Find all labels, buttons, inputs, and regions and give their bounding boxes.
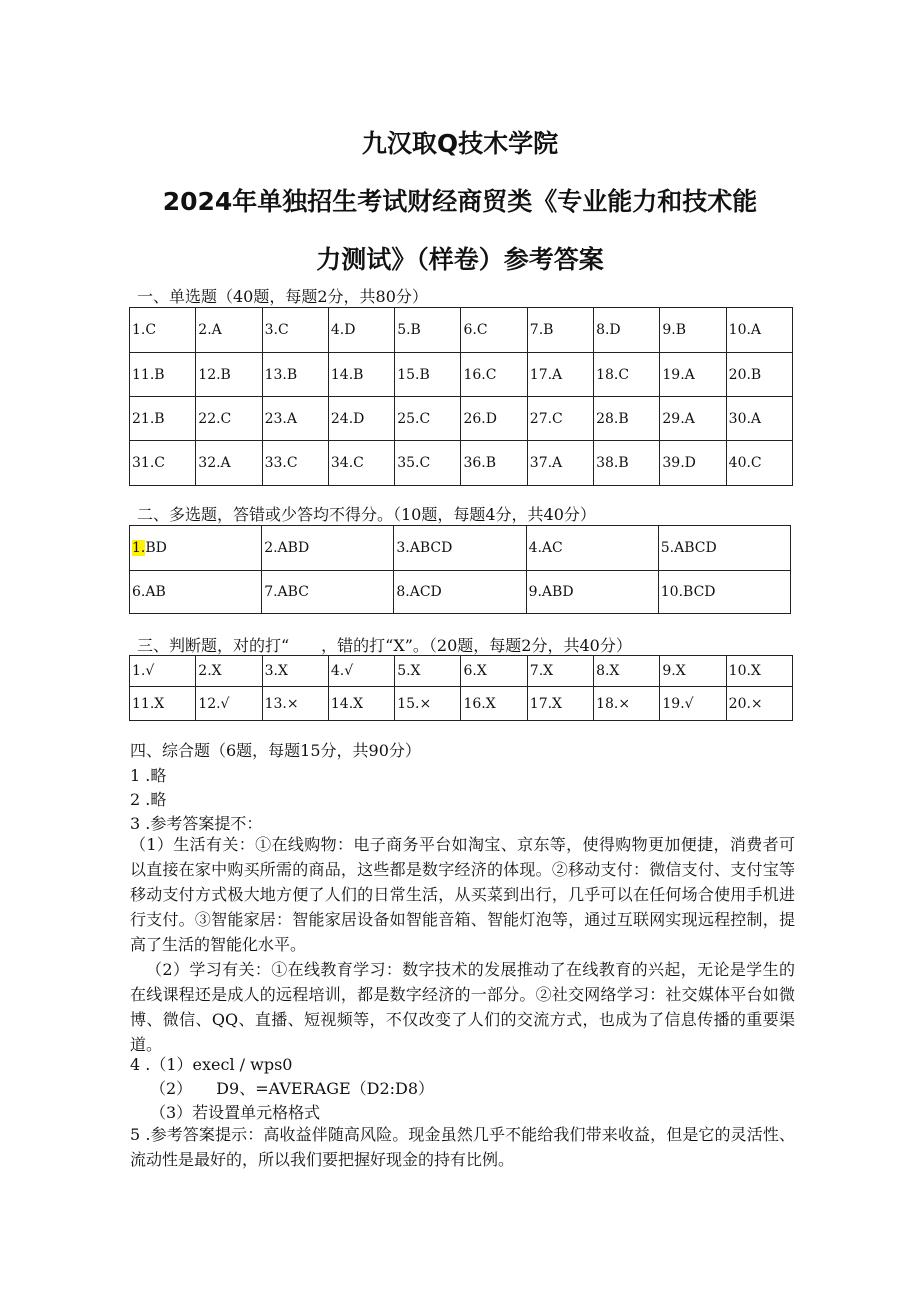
table-cell: 35.C	[395, 441, 461, 486]
table-cell: 8.ACD	[394, 571, 526, 614]
table-cell: 40.C	[726, 441, 792, 486]
table-cell: 8.X	[594, 656, 660, 687]
table-cell: 36.B	[461, 441, 527, 486]
q3-title: 3 .参考答案提不：	[130, 814, 263, 833]
multi-choice-table	[129, 525, 791, 614]
table-cell: 10.X	[726, 656, 792, 687]
table-cell: 10.A	[726, 308, 792, 353]
table-cell: 25.C	[395, 397, 461, 441]
table-cell: 18.×	[594, 687, 660, 721]
table-cell: 19.√	[660, 687, 726, 721]
true-false-table	[129, 655, 793, 721]
table-cell: 14.X	[328, 687, 394, 721]
table-cell: 2.X	[196, 656, 262, 687]
q4-line2: （2） D9、=AVERAGE（D2:D8）	[150, 1079, 435, 1098]
q4-line3: （3）若设置单元格格式	[150, 1103, 321, 1122]
table-cell: 7.X	[527, 656, 593, 687]
table-cell: 6.AB	[130, 571, 262, 614]
single-choice-table	[129, 307, 793, 486]
table-cell: 31.C	[130, 441, 196, 486]
table-cell: 19.A	[660, 353, 726, 397]
table-cell: 18.C	[594, 353, 660, 397]
table-cell: 20.×	[726, 687, 792, 721]
table-cell: 39.D	[660, 441, 726, 486]
table-cell: 27.C	[527, 397, 593, 441]
section4-heading: 四、综合题（6题，每题15分，共90分）	[130, 741, 421, 760]
table-row	[130, 687, 793, 721]
table-cell: 9.ABD	[526, 571, 658, 614]
table-cell: 3.C	[262, 308, 328, 353]
table-cell: 9.X	[660, 656, 726, 687]
exam-title-line1: 2024年单独招生考试财经商贸类《专业能力和技术能	[162, 187, 758, 216]
table-cell: 1.C	[130, 308, 196, 353]
table-cell: 14.B	[328, 353, 394, 397]
table-cell: 4.D	[328, 308, 394, 353]
table-cell: 10.BCD	[658, 571, 790, 614]
q3-paragraph-1	[130, 832, 795, 957]
table-cell: 17.A	[527, 353, 593, 397]
table-cell: 20.B	[726, 353, 792, 397]
table-cell: 28.B	[594, 397, 660, 441]
table-cell: 30.A	[726, 397, 792, 441]
q3-paragraph-2	[130, 957, 795, 1057]
table-cell: 34.C	[328, 441, 394, 486]
table-cell: 12.√	[196, 687, 262, 721]
table-row	[130, 656, 793, 687]
table-cell: 8.D	[594, 308, 660, 353]
table-cell: 1.√	[130, 656, 196, 687]
q4-line1: 4 .（1）execl / wps0	[130, 1055, 293, 1074]
table-cell: 11.X	[130, 687, 196, 721]
table-cell: 6.X	[461, 656, 527, 687]
table-row	[130, 353, 793, 397]
table-cell: 7.B	[527, 308, 593, 353]
paragraph-text: 5 .参考答案提示：高收益伴随高风险。现金虽然几乎不能给我们带来收益，但是它的灵活性、流动性是最好的，所以我们要把握好现金的持有比例。	[130, 1125, 795, 1169]
table-cell: 29.A	[660, 397, 726, 441]
table-cell: 2.A	[196, 308, 262, 353]
table-cell: 9.B	[660, 308, 726, 353]
table-cell: 13.×	[262, 687, 328, 721]
q5-paragraph	[130, 1122, 795, 1172]
table-cell: 16.X	[461, 687, 527, 721]
paragraph-text: （2）学习有关：①在线教育学习：数字技术的发展推动了在线教育的兴起，无论是学生的在线课程还是成人的远程培训，都是数字经济的一部分。②社交网络学习：社交媒体平台如微博、微信、QQ、直播、短视频等，不仅改变了人们的交流方式，也成为了信息传播的重要渠道。	[130, 960, 795, 1054]
exam-title-line2: 力测试》（样卷）参考答案	[316, 245, 604, 274]
section2-heading: 二、多选题，答错或少答均不得分。（10题，每题4分，共40分）	[137, 505, 596, 524]
table-cell: 32.A	[196, 441, 262, 486]
q2-answer: 2 .略	[130, 790, 167, 809]
section1-heading: 一、单选题（40题，每题2分，共80分）	[137, 287, 428, 306]
table-row	[130, 441, 793, 486]
table-cell: 13.B	[262, 353, 328, 397]
table-cell: 16.C	[461, 353, 527, 397]
table-cell: 38.B	[594, 441, 660, 486]
table-cell: 5.ABCD	[658, 526, 790, 571]
table-cell: 12.B	[196, 353, 262, 397]
table-cell: 24.D	[328, 397, 394, 441]
table-cell: 7.ABC	[262, 571, 394, 614]
section3-heading: 三、判断题，对的打“ ，错的打“X”。（20题，每题2分，共40分）	[137, 636, 632, 655]
table-cell: 17.X	[527, 687, 593, 721]
table-cell: 4.AC	[526, 526, 658, 571]
table-cell: 2.ABD	[262, 526, 394, 571]
q1-answer: 1 .略	[130, 766, 167, 785]
table-cell: 21.B	[130, 397, 196, 441]
table-cell: 23.A	[262, 397, 328, 441]
table-cell: 33.C	[262, 441, 328, 486]
table-row	[130, 397, 793, 441]
table-cell: 11.B	[130, 353, 196, 397]
table-cell: 5.B	[395, 308, 461, 353]
table-cell: 15.×	[395, 687, 461, 721]
answer-text: BD	[145, 540, 167, 556]
table-cell	[130, 526, 262, 571]
table-row	[130, 308, 793, 353]
table-cell: 5.X	[395, 656, 461, 687]
paragraph-text: （1）生活有关：①在线购物：电子商务平台如淘宝、京东等，使得购物更加便捷，消费者可以直接在家中购买所需的商品，这些都是数字经济的体现。②移动支付：微信支付、支付宝等移动支付方式极大地方便了人们的日常生活，从买菜到出行，几乎可以在任何场合使用手机进行支付。③智能家居：智能家居设备如智能音箱、智能灯泡等，通过互联网实现远程控制，提高了生活的智能化水平。	[130, 835, 795, 954]
highlighted-number: 1.	[132, 540, 146, 556]
table-cell: 4.√	[328, 656, 394, 687]
table-cell: 15.B	[395, 353, 461, 397]
school-title: 九汉取Q技木学院	[361, 129, 559, 158]
table-cell: 3.ABCD	[394, 526, 526, 571]
table-cell: 37.A	[527, 441, 593, 486]
table-cell: 3.X	[262, 656, 328, 687]
table-cell: 26.D	[461, 397, 527, 441]
table-cell: 22.C	[196, 397, 262, 441]
table-cell: 6.C	[461, 308, 527, 353]
